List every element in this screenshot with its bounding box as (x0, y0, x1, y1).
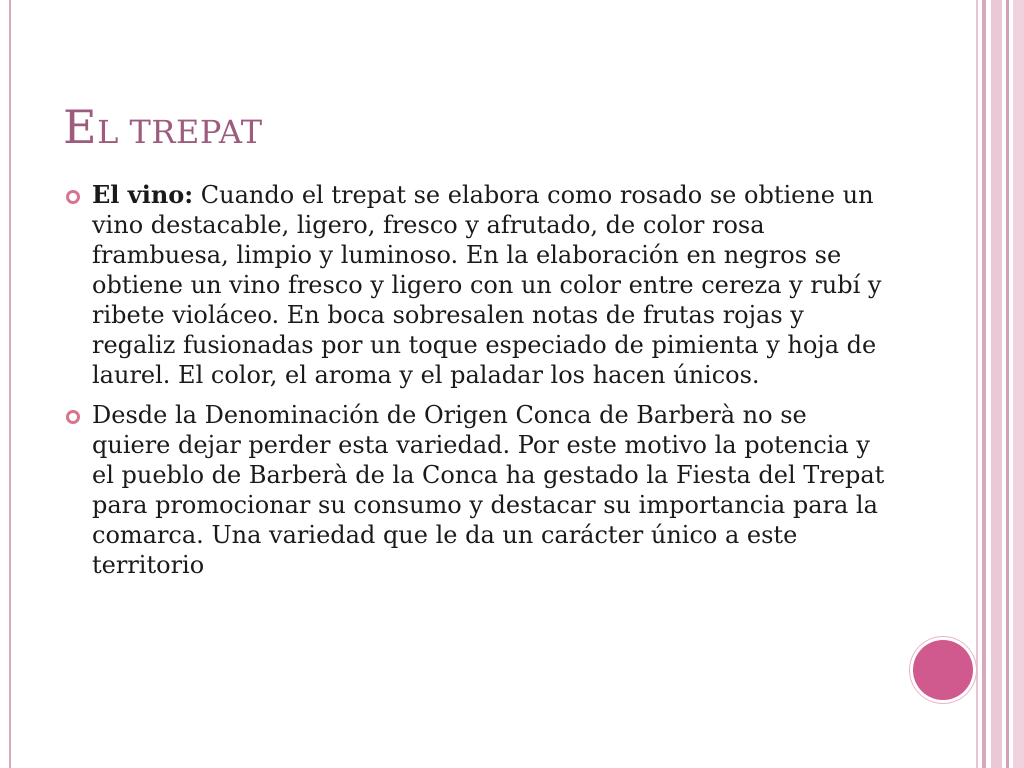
slide-content (66, 180, 886, 590)
decorative-circle (913, 640, 973, 700)
bullet-body: Desde la Denominación de Origen Conca de Barberà no se quiere dejar perder esta variedad. Por este motivo la potencia y el pueblo de Barberà de la Conca ha gestado la Fiesta del Trepat para promocionar su consumo y destacar su importancia para la comarca. Una variedad que le da un carácter único a este territorio (92, 401, 885, 579)
bullet-icon (66, 190, 80, 204)
stripe (991, 0, 1002, 768)
title-rest: L TREPAT (97, 113, 263, 151)
bullet-icon (66, 410, 80, 424)
bullet-text (92, 181, 881, 389)
slide-title (63, 100, 263, 154)
stripe (1013, 0, 1024, 768)
bullet-body: Cuando el trepat se elabora como rosado se obtiene un vino destacable, ligero, fresco y afrutado, de color rosa frambuesa, limpio y luminoso. En la elaboración en negros se obtiene un vino fresco y ligero con un color entre cereza y rubí y ribete violáceo. En boca sobresalen notas de frutas rojas y regaliz fusionadas por un toque especiado de pimienta y hoja de laurel. El color, el aroma y el paladar los hacen únicos. (92, 181, 882, 389)
bullet-label: El vino: (92, 180, 194, 209)
stripe (1006, 0, 1009, 768)
bullet-item (66, 400, 886, 580)
title-initial: E (63, 100, 98, 154)
right-decorative-stripes (976, 0, 1024, 768)
stripe (982, 0, 986, 768)
stripe (976, 0, 978, 768)
bullet-text (92, 401, 884, 579)
bullet-item (66, 180, 886, 390)
left-border-line (9, 0, 11, 768)
